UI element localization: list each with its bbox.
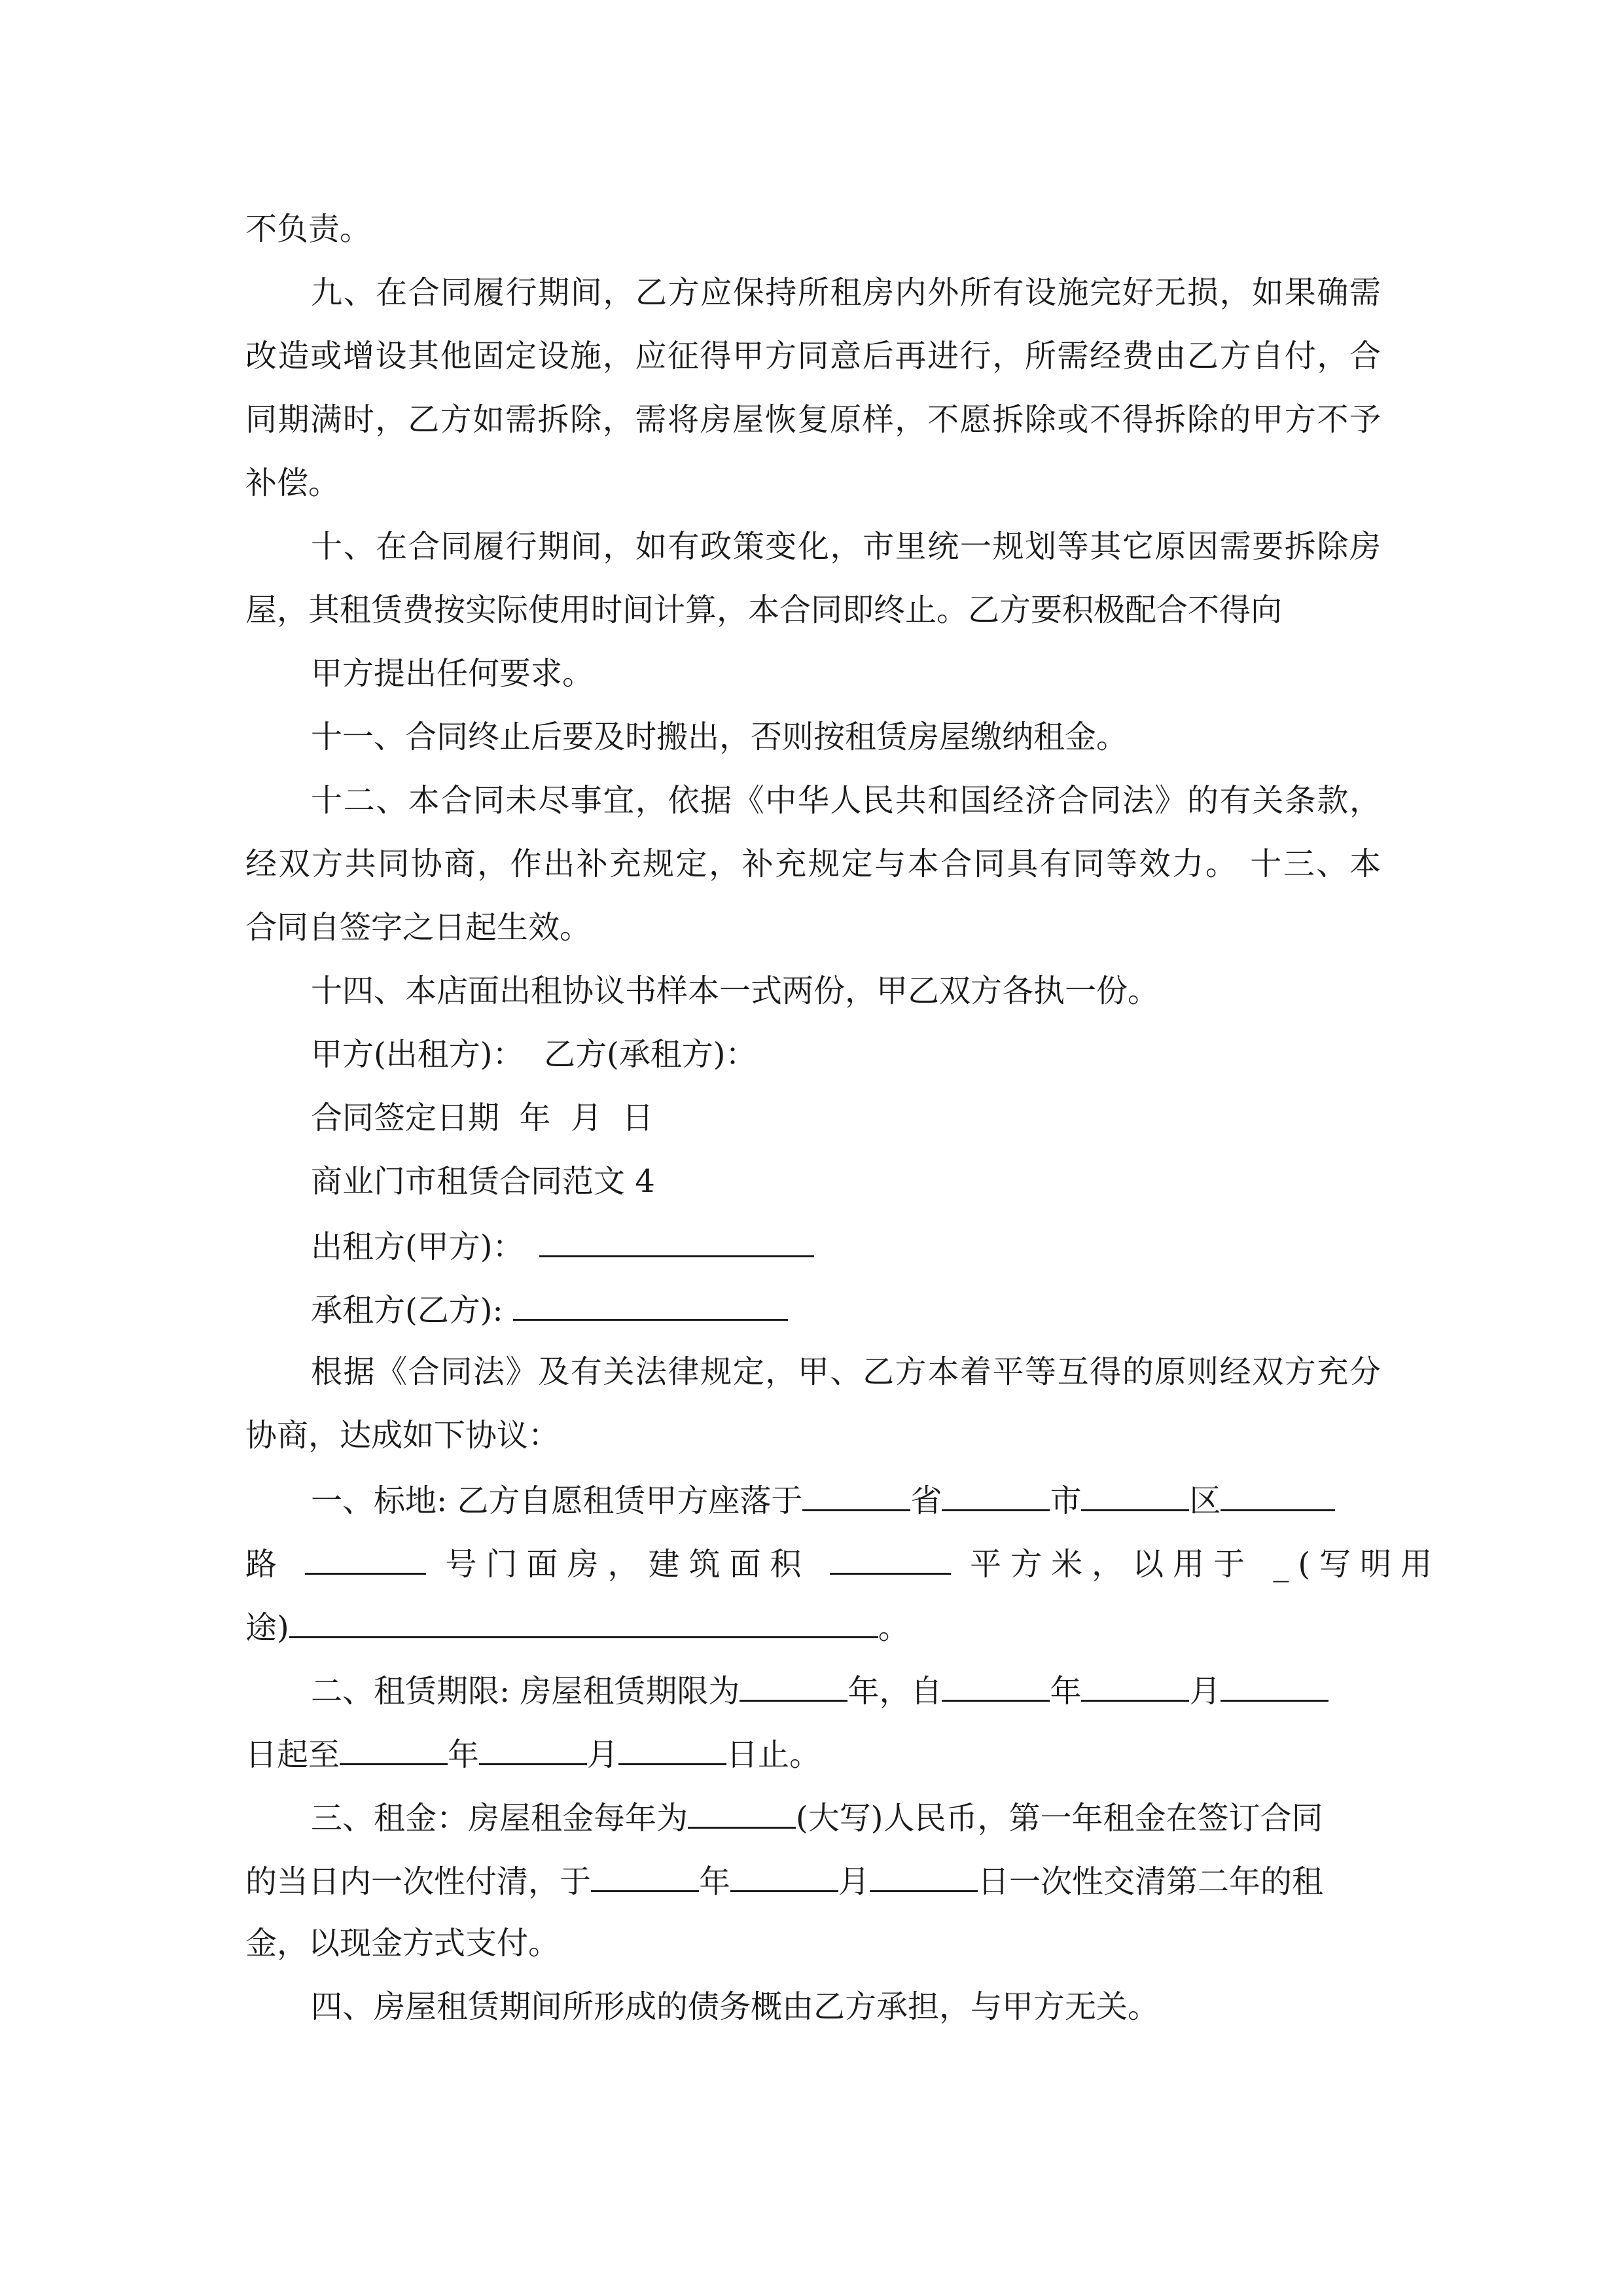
text-line: 不负责。 [245, 211, 372, 247]
pay-month-blank [730, 1860, 838, 1892]
year-label: 年 [448, 1736, 480, 1773]
clause2-line1 [311, 1670, 1381, 1709]
month-label: 月 [587, 1736, 619, 1773]
month-label: 月 [1189, 1673, 1221, 1710]
clause3-line2 [245, 1860, 1381, 1899]
text-line: 协商，达成如下协议： [245, 1417, 560, 1454]
lessor-blank [539, 1225, 814, 1257]
clause2-line2 [245, 1733, 1381, 1772]
province-blank [802, 1479, 910, 1511]
rent-amount-blank [688, 1797, 796, 1829]
area-label: 平方米，以用于 [970, 1546, 1255, 1583]
lessee-line [311, 1289, 1381, 1328]
text-line: 屋，其租赁费按实际使用时间计算，本合同即终止。乙方要积极配合不得向 [245, 592, 1283, 628]
text-line: 九、在合同履行期间，乙方应保持所租房内外所有设施完好无损，如果确需 [311, 274, 1381, 311]
text-line: 改造或增设其他固定设施，应征得甲方同意后再进行，所需经费由乙方自付，合 [245, 338, 1381, 374]
lessor-line [311, 1225, 1381, 1265]
start-day-blank [1221, 1670, 1329, 1702]
house-no-label: 号门面房，建筑面积 [445, 1546, 811, 1583]
end-label: 日止。 [726, 1736, 821, 1773]
purpose-label: _(写明用 [1273, 1546, 1442, 1583]
road-blank [1221, 1479, 1335, 1511]
area-blank [830, 1543, 951, 1575]
text-line: 十二、本合同未尽事宜，依据《中华人民共和国经济合同法》的有关条款， [311, 782, 1381, 819]
sign-date-line: 合同签定日期 年 月 日 [311, 1100, 654, 1136]
lessee-label: 承租方(乙方): [311, 1292, 503, 1329]
lease-years-blank [740, 1670, 847, 1702]
clause2-text: 二、租赁期限: 房屋租赁期限为 [311, 1673, 740, 1710]
clause3-text-d: 日一次性交清第二年的租 [978, 1863, 1324, 1900]
text-line: 经双方共同协商，作出补充规定，补充规定与本合同具有同等效力。 十三、本 [245, 846, 1381, 882]
clause1-text: 一、标地: 乙方自愿租赁甲方座落于 [311, 1482, 803, 1519]
pay-day-blank [870, 1860, 978, 1892]
clause3-text-b: (大写)人民币，第一年租金在签订合同 [796, 1800, 1323, 1837]
purpose-end-label: 途) [245, 1609, 289, 1646]
start-month-blank [1081, 1670, 1189, 1702]
years-label: 年，自 [847, 1673, 942, 1710]
lessor-label: 出租方(甲方)： [311, 1229, 524, 1265]
text-line: 根据《合同法》及有关法律规定，甲、乙方本着平等互得的原则经双方充分 [311, 1354, 1381, 1390]
clause1-line1 [311, 1479, 1381, 1518]
purpose-blank [289, 1606, 878, 1638]
house-no-blank [305, 1543, 426, 1575]
text-line: 同期满时，乙方如需拆除，需将房屋恢复原样，不愿拆除或不得拆除的甲方不予 [245, 401, 1381, 438]
text-line: 十一、合同终止后要及时搬出，否则按租赁房屋缴纳租金。 [311, 719, 1128, 755]
year-label: 年 [1050, 1673, 1082, 1710]
district-label: 区 [1189, 1482, 1221, 1519]
year-label: 年 [699, 1863, 731, 1900]
district-blank [1081, 1479, 1189, 1511]
end-day-blank [618, 1733, 726, 1765]
month-label: 月 [838, 1863, 870, 1900]
text-line: 十四、本店面出租协议书样本一式两份，甲乙双方各执一份。 [311, 973, 1160, 1009]
city-label: 市 [1050, 1482, 1082, 1519]
period-mark: 。 [878, 1609, 910, 1646]
text-line: 四、房屋租赁期间所形成的债务概由乙方承担，与甲方无关。 [311, 1988, 1160, 2025]
text-line: 十、在合同履行期间，如有政策变化，市里统一规划等其它原因需要拆除房 [311, 528, 1381, 565]
city-blank [942, 1479, 1050, 1511]
clause1-line3 [245, 1606, 1381, 1645]
signature-parties-line: 甲方(出租方)： 乙方(承租方)： [311, 1036, 757, 1073]
clause3-line1 [311, 1797, 1381, 1836]
section-title: 商业门市租赁合同范文 4 [311, 1163, 655, 1200]
province-label: 省 [910, 1482, 942, 1519]
day-start-label: 日起至 [245, 1736, 340, 1773]
text-line: 金，以现金方式支付。 [245, 1925, 560, 1962]
start-year-blank [942, 1670, 1050, 1702]
end-month-blank [479, 1733, 587, 1765]
text-line: 补偿。 [245, 465, 340, 501]
lessee-blank [513, 1289, 788, 1321]
text-line: 合同自签字之日起生效。 [245, 909, 592, 946]
clause1-line2 [245, 1543, 1442, 1583]
road-label: 路 [245, 1546, 287, 1583]
pay-year-blank [591, 1860, 699, 1892]
clause3-text-c: 的当日内一次性付清，于 [245, 1863, 592, 1900]
clause3-text: 三、租金：房屋租金每年为 [311, 1800, 688, 1837]
end-year-blank [340, 1733, 448, 1765]
text-line: 甲方提出任何要求。 [311, 655, 594, 692]
